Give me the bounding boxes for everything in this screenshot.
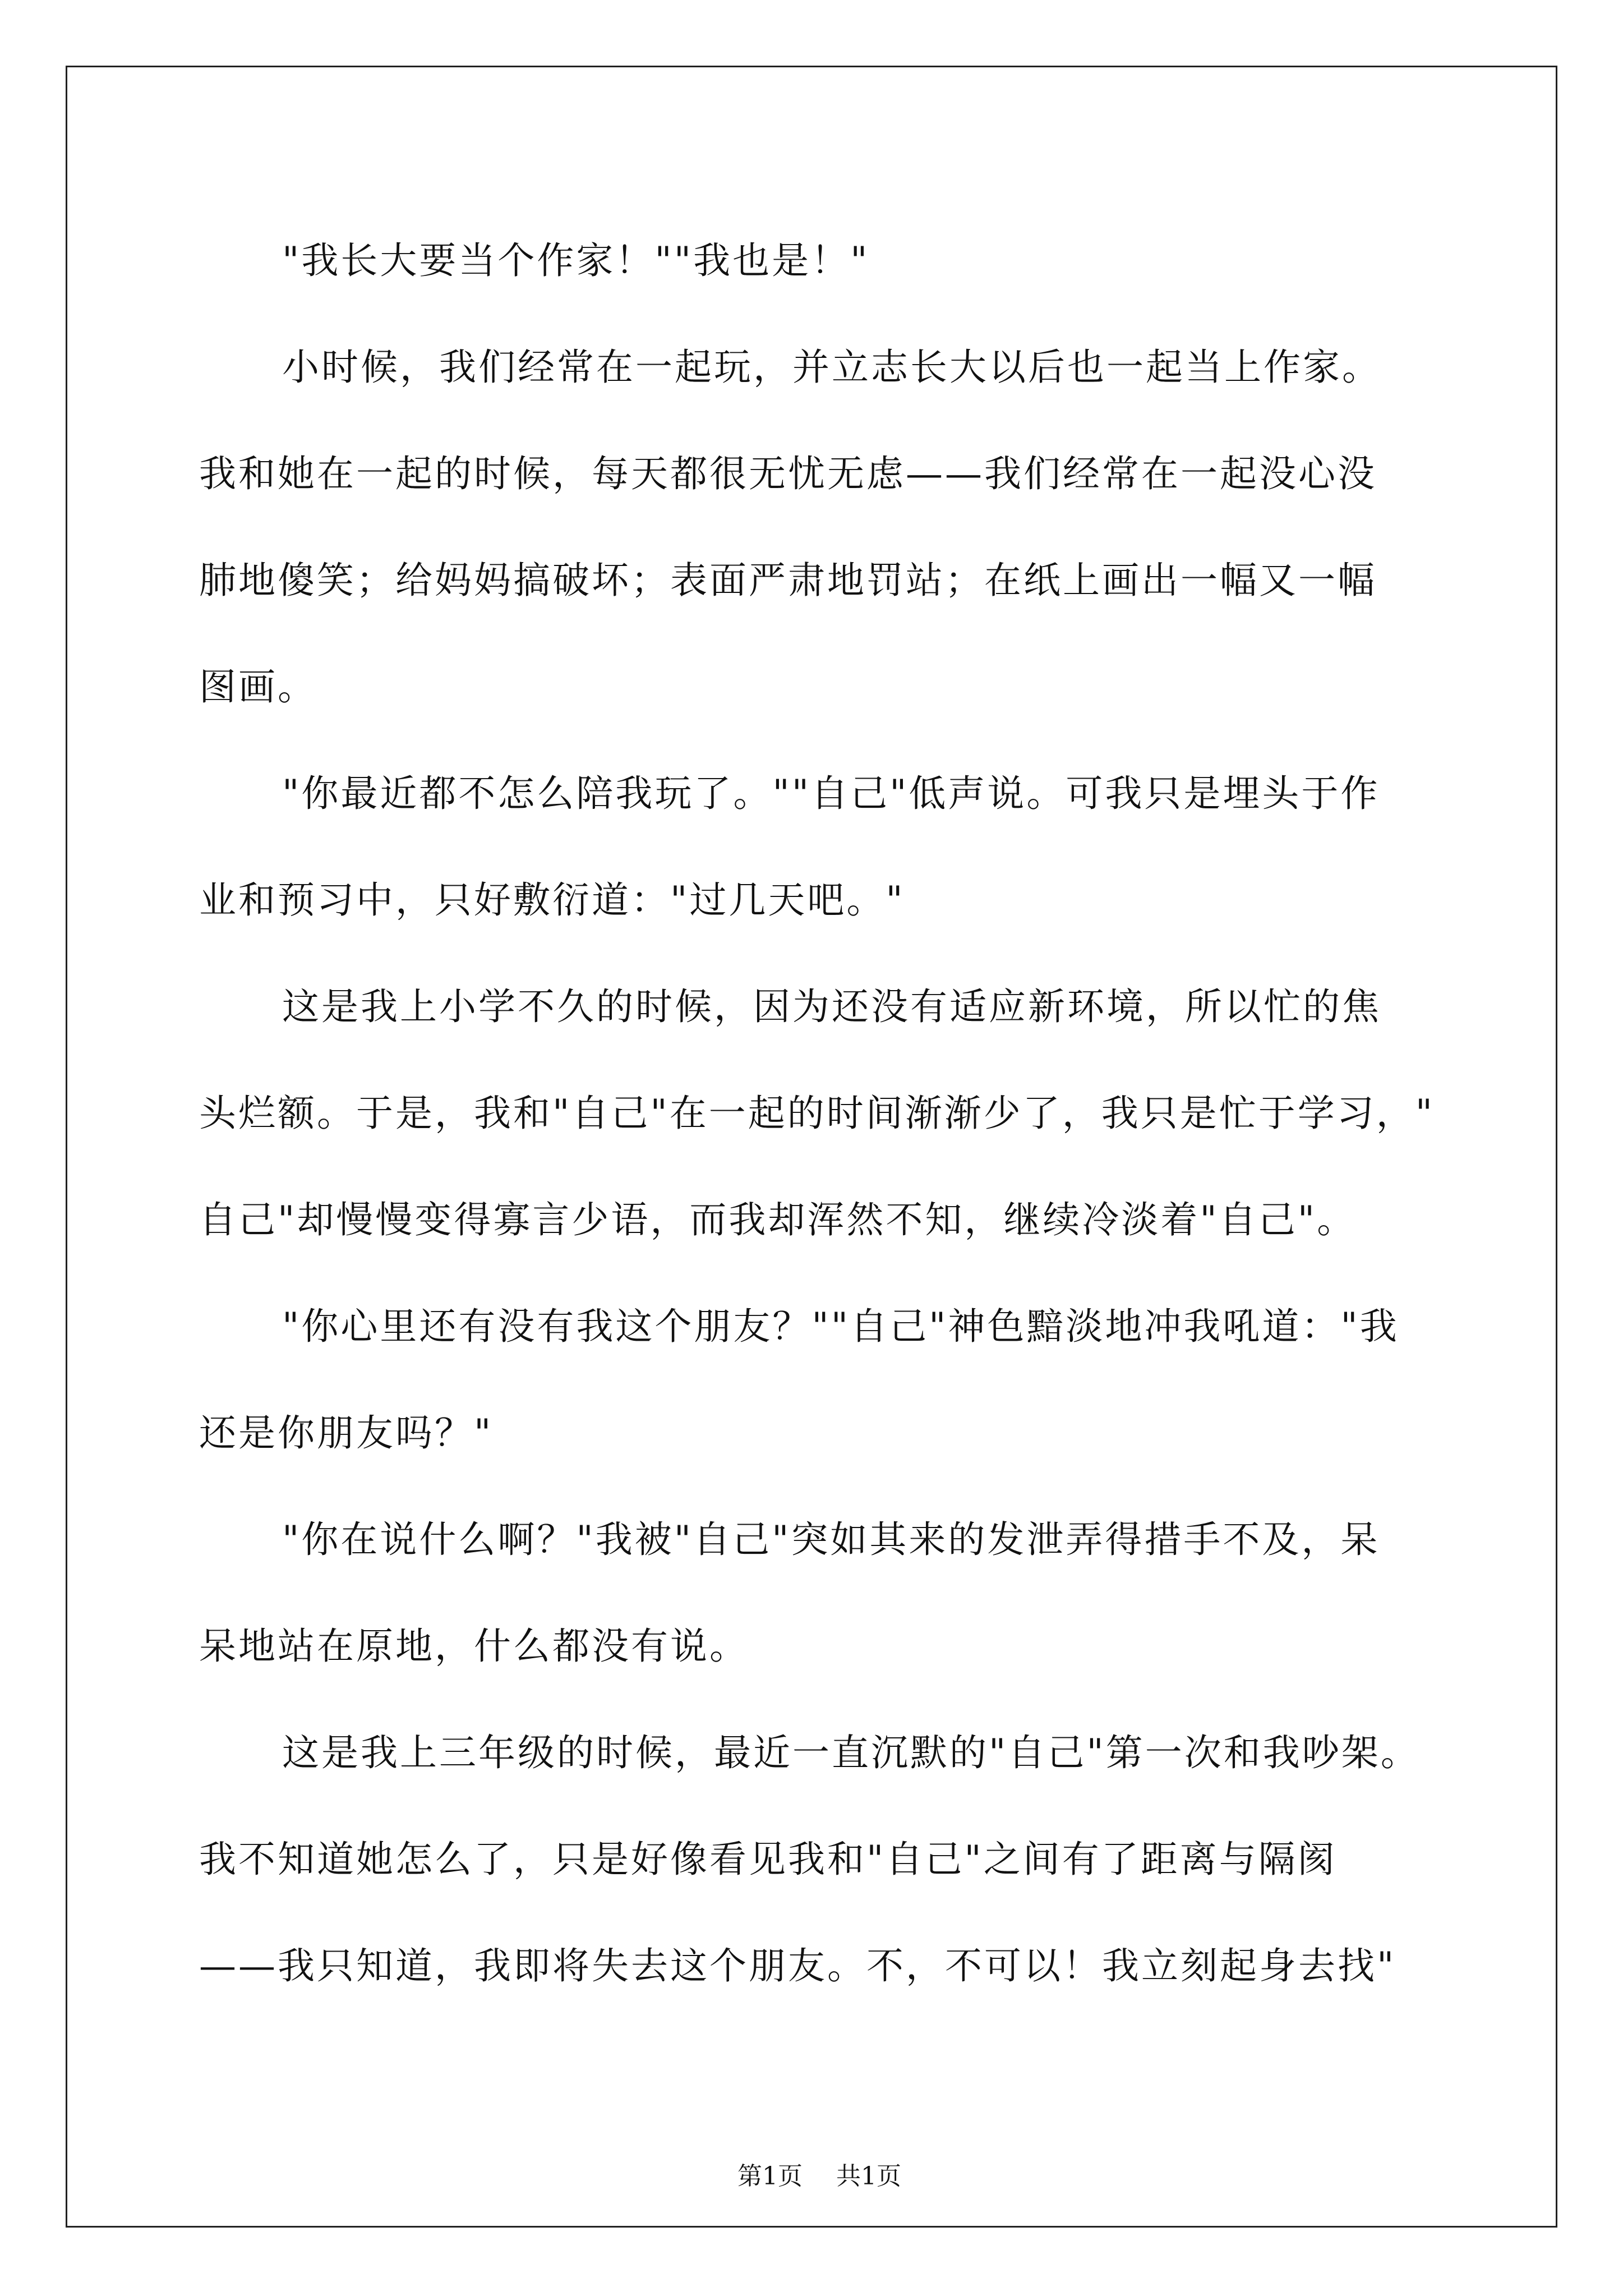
text-line: 肺地傻笑；给妈妈搞破坏；表面严肃地罚站；在纸上画出一幅又一幅 <box>199 559 1377 602</box>
text-line: 还是你朋友吗？" <box>199 1411 494 1455</box>
page-total: 共1页 <box>836 2162 901 2191</box>
text-line: 我不知道她怎么了，只是好像看见我和"自己"之间有了距离与隔阂 <box>199 1838 1337 1881</box>
text-line: 呆地站在原地，什么都没有说。 <box>199 1625 749 1668</box>
text-line: "你心里还有没有我这个朋友？""自己"神色黯淡地冲我吼道："我 <box>282 1305 1399 1348</box>
text-line: "你最近都不怎么陪我玩了。""自己"低声说。可我只是埋头于作 <box>282 772 1380 815</box>
text-line: 头烂额。于是，我和"自己"在一起的时间渐渐少了，我只是忙于学习，" <box>199 1092 1435 1135</box>
text-line: 图画。 <box>199 665 317 708</box>
text-line: 小时候，我们经常在一起玩，并立志长大以后也一起当上作家。 <box>282 346 1381 389</box>
text-line: ——我只知道，我即将失去这个朋友。不，不可以！我立刻起身去找" <box>199 1944 1396 1987</box>
text-line: "我长大要当个作家！""我也是！" <box>282 239 870 282</box>
text-line: 业和预习中，只好敷衍道："过几天吧。" <box>199 878 905 922</box>
document-body <box>199 208 1433 2019</box>
text-line: "你在说什么啊？"我被"自己"突如其来的发泄弄得措手不及，呆 <box>282 1518 1380 1561</box>
text-line: 这是我上小学不久的时候，因为还没有适应新环境，所以忙的焦 <box>282 985 1381 1028</box>
text-line: 这是我上三年级的时候，最近一直沉默的"自己"第一次和我吵架。 <box>282 1731 1420 1774</box>
text-line: 自己"却慢慢变得寡言少语，而我却浑然不知，继续冷淡着"自己"。 <box>199 1198 1357 1241</box>
page-footer <box>0 2126 1623 2193</box>
text-line: 我和她在一起的时候，每天都很无忧无虑——我们经常在一起没心没 <box>199 452 1377 495</box>
page-number: 第1页 <box>737 2162 803 2191</box>
